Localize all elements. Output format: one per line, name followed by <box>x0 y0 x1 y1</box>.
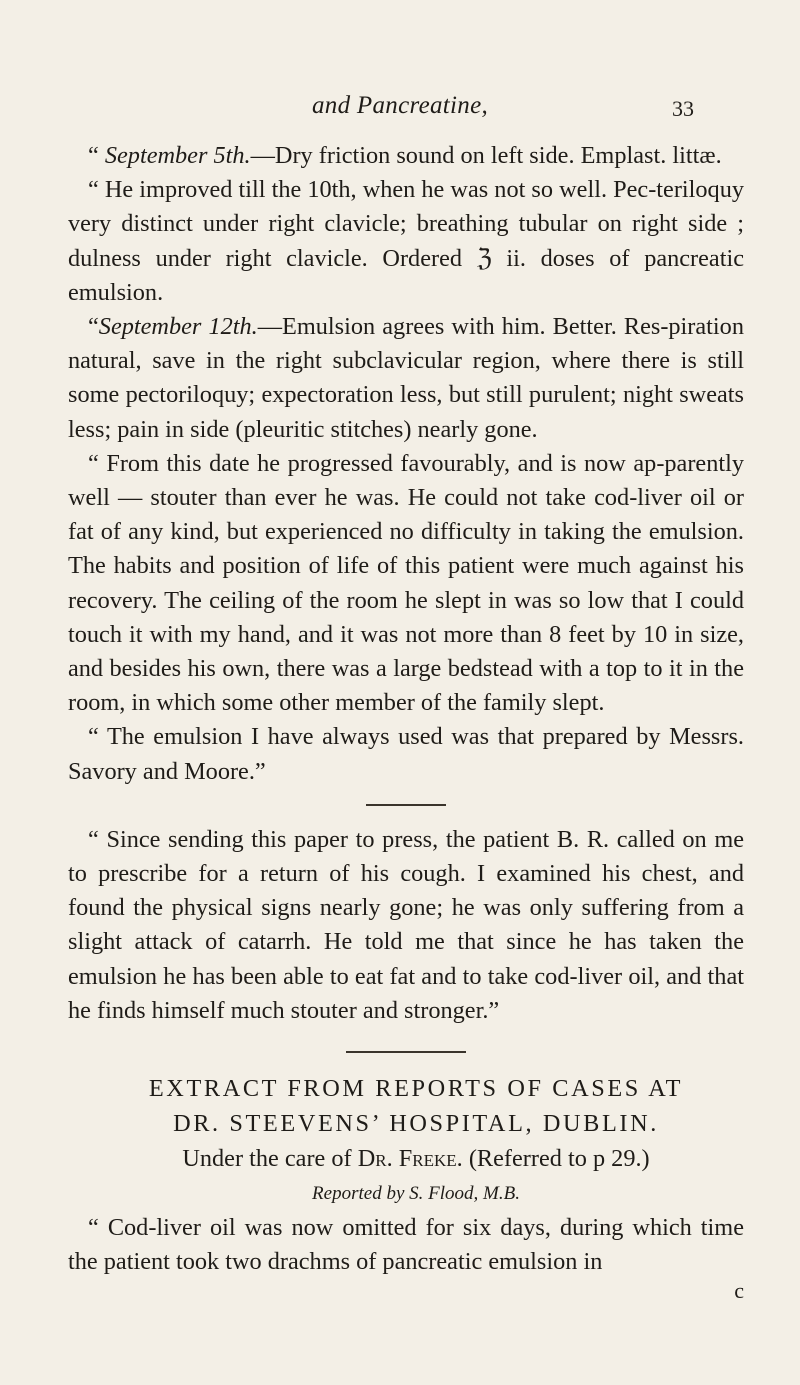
page-body <box>68 139 744 1303</box>
entry-date: September 12th. <box>98 313 258 341</box>
page-number: 33 <box>672 96 694 121</box>
care-reference: (Referred to p 29.) <box>468 1145 650 1173</box>
section-heading-line-1: EXTRACT FROM REPORTS OF CASES AT <box>148 1075 684 1103</box>
paragraph-text: The emulsion I have always used was that prepared by Messrs. Savory and Moore.” <box>68 723 745 785</box>
paragraph-sept-12: “September 12th.—Emulsion agrees with him. Better. Res-piration natural, save in the right subclavicular region, where there is still some pectoriloquy; expectoration less, but still purulent; night sweats less; pain in side (pleuritic stitches) nearly gone. <box>68 313 744 443</box>
care-line <box>68 1141 744 1177</box>
care-prefix: Under the care of <box>182 1145 352 1173</box>
entry-date: September 5th. <box>104 142 251 169</box>
paragraph-text: Cod-liver oil was now omitted for six days, during which time the patient took two drachms of pancreatic emulsion in <box>68 1214 744 1276</box>
reported-by: Reported by S. Flood, M.B. <box>312 1183 520 1205</box>
section-heading-line-2: DR. STEEVENS’ HOSPITAL, DUBLIN. <box>173 1110 659 1138</box>
catchword: c <box>734 1278 744 1304</box>
care-name: Dr. Freke. <box>357 1145 463 1173</box>
paragraph-text: He improved till the 10th, when he was not so well. Pec-teriloquy very distinct under right clavicle; breathing tubular on right side ; dulness under right clavicle. Ordered ℨ ii. doses of pancreatic emulsion. <box>68 176 745 306</box>
paragraph-postscript: “ Since sending this paper to press, the patient B. R. called on me to prescribe for a return of his cough. I examined his chest, and found the physical signs nearly gone; he was only suffering from a slight attack of catarrh. He told me that since he has taken the emulsion he has been able to eat fat and to take cod-liver oil, and that he finds himself much stouter and stronger.” <box>68 825 745 1024</box>
paragraph-text: Since sending this paper to press, the patient B. R. called on me to prescribe for a return of his cough. I examined his chest, and found the physical signs nearly gone; he was only suffering from a slight attack of catarrh. He told me that since he has taken the emulsion he has been able to eat fat and to take cod-liver oil, and that he finds himself much stouter and stronger.” <box>68 825 745 1024</box>
section-divider <box>346 1051 466 1053</box>
paragraph-text: —Emulsion agrees with him. Better. Res-piration natural, save in the right subclavicular region, where there is still some pectoriloquy; expectoration less, but still purulent; night sweats less; pain in side (pleuritic stitches) nearly gone. <box>68 313 744 443</box>
paragraph-text: —Dry friction sound on left side. Emplast. littæ. <box>250 142 722 169</box>
paragraph-cod-liver: “ Cod-liver oil was now omitted for six days, during which time the patient took two drachms of pancreatic emulsion in <box>68 1214 744 1276</box>
running-title: and Pancreatine, <box>311 92 489 119</box>
section-divider <box>366 804 446 806</box>
paragraph-improved: “ He improved till the 10th, when he was not so well. Pec-teriloquy very distinct under right clavicle; breathing tubular on right side ; dulness under right clavicle. Ordered ℨ ii. doses of pancreatic emulsion. <box>68 176 745 306</box>
paragraph-emulsion-source: “ The emulsion I have always used was that prepared by Messrs. Savory and Moore.” <box>68 723 745 785</box>
paragraph-text: From this date he progressed favourably, and is now ap-parently well — stouter than ever he was. He could not take cod-liver oil or fat of any kind, but experienced no difficulty in taking the emulsion. The habits and position of life of this patient were much against his recovery. The ceiling of the room he slept in was so low that I could touch it with my hand, and it was not more than 8 feet by 10 in size, and besides his own, there was a large bedstead with a top to it in the room, in which some other member of the family slept. <box>68 449 745 717</box>
paragraph-sept-5: “ September 5th.—Dry friction sound on left side. Emplast. littæ. <box>88 142 722 169</box>
paragraph-progress: “ From this date he progressed favourably, and is now ap-parently well — stouter than ever he was. He could not take cod-liver oil or fat of any kind, but experienced no difficulty in taking the emulsion. The habits and position of life of this patient were much against his recovery. The ceiling of the room he slept in was so low that I could touch it with my hand, and it was not more than 8 feet by 10 in size, and besides his own, there was a large bedstead with a top to it in the room, in which some other member of the family slept. <box>68 449 745 717</box>
